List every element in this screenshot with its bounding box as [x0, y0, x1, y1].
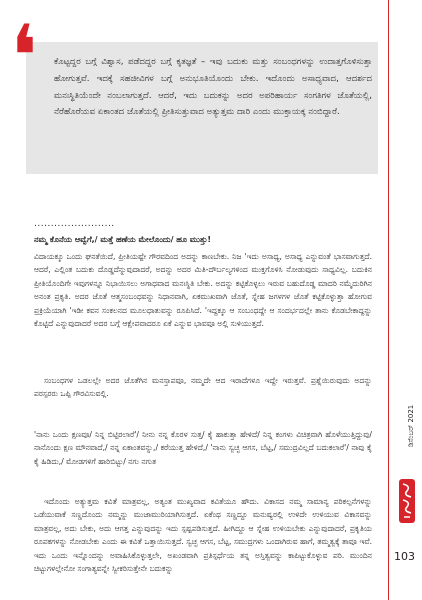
pull-quote-text: ಕೊಟ್ಟದ್ದರ ಬಗ್ಗೆ ವಿಶ್ವಾಸ, ಪಡೆದದ್ದರ ಬಗ್ಗೆ ಕೃತಜ್ಞತೆ – ಇವು ಬದುಕು ಮತ್ತು ಸಂಬಂಧಗಳನ್ನು ಉದಾತ್ತಗೊಳಿಸುತ್ತಾ ಹೋಗುತ್ತವೆ. ಇದಕ್ಕೆ ಸಹಜೀವಿಗಳ ಬಗ್ಗೆ ಅನುಭೂತಿಯೊಂದು ಬೇಕು. ಇದೊಂದು ಅಸಾಧ್ಯವಾದ, ಆದರ್ಶದ ಮನಃಸ್ಥಿತಿಯೆಂದೇ ನಂಬಲಾಗುತ್ತದೆ. ಆದರೆ, ಇದು ಬದುಕನ್ನು ಅದರ ಅಪರಿಹಾರ್ಯ ಸಂಗತಿಗಳ ಜೊತೆಯಲ್ಲಿ, ನೆರೆಹೊರೆಯವ ಏಕಾಂತದ ಜೊತೆಯಲ್ಲಿ ಪ್ರೀತಿಸುತ್ತುವಾದ ಅತ್ಯುತ್ತಮ ದಾರಿ ಎಂದು ಮುಕ್ತಾಯಕ್ಕ ನಂಬಿದ್ದಾರೆ.: [54, 57, 372, 118]
body-paragraph-1: ವಿದಾಯಕ್ಕೂ ಒಂದು ಘನತೆಯಿದೆ, ಪ್ರೀತಿಯಷ್ಟೇ ಗೌರವದಿಂದ ಅದನ್ನು ಕಾಣಬೇಕು. ನಿಜ 'ಇದು ಅಸಾಧ್ಯ, ಅಸಾಧ್ಯ ಎನ್ನುವಂತೆ ಭಾಸವಾಗುತ್ತದೆ. ಆದರೆ, ಎಲ್ಲಿಂತ ಬದುಕು ದೊಡ್ಡದೆನ್ನುವುದಾದರೆ, ಅದನ್ನು ಅದರ ಮಿತಿ-ದೌರ್ಬಲ್ಯಗಳಿಂದ ಮುಕ್ತಗೊಳಿಸಿ ನೋಡುವುದು ಸಾಧ್ಯವಿಲ್ಲ. ಬದುಕಿನ ಪ್ರೀತಿಯೊಂದಿಗೇ ಇವುಗಳನ್ನೂ ನಿಭಾಯಿಸಲು ಅಗಾಧವಾದ ಮನಃಸ್ಥಿತಿ ಬೇಕು. ಅದನ್ನು ಕಟ್ಟಿಕೊಳ್ಳಲು ಇರುವ ಬಹುದೊಡ್ಡ ಮಾದರಿ ನಮ್ಮೆದುರಿಗಿನ ಅನಂತ ಪ್ರಕೃತಿ. ಅದರ ಜೊತೆ ಆತ್ಮಸಂಬಂಧವನ್ನು ನಿಧಾನವಾಗಿ, ಏಕಮುಖವಾಗಿ ಜೊತೆ, ಸ್ನೇಹ ಜಗಳಗಳ ಜೊತೆ ಕಟ್ಟಿಕೊಳ್ಳುತ್ತಾ ಹೋಗುವ ಪ್ರಕ್ರಿಯೆಯಾಗಿ 'ಇಡೀ ಕವನ ಸಂಕಲನದ ಮೂಲಧಾತುವನ್ನು ರೂಪಿಸಿದೆ. 'ಇದ್ದಕ್ಕೂ ಆ ಸಂಬಂಧದ್ದೇ ಆ ಸಂದರ್ಭದಲ್ಲೇ ತಾನು ಕೊಡಬೇಕಾದ್ದನ್ನು ಕೊಟ್ಟಿದೆ ಎನ್ನುವುದಾದರೆ ಅದರ ಬಗ್ಗೆ ಆಕ್ಷೇಪವಾದರೂ ಏಕೆ ಎನ್ನುವ ಭಾವವೂ ಅಲ್ಲಿ ಸುಳಿಯುತ್ತದೆ.: [34, 252, 372, 329]
page-number: 103: [394, 550, 415, 563]
issue-date: ಡಿಸೆಂಬರ್ 2021: [407, 404, 415, 447]
quote-mark-icon: ❛: [10, 7, 38, 107]
body-paragraph-3: ಇದೊಂದು ಅತ್ಯುತ್ತಮ ಕವಿತೆ ಮಾತ್ರವಲ್ಲ, ಅತ್ಯಂತ ಮುಖ್ಯವಾದ ಕವಿತೆಯೂ ಹೌದು. ವಿಕಾಸದ ನಮ್ಮ ಸಾಮಾನ್ಯ ಪರಿಕಲ್ಪನೆಗಳನ್ನು ಒಡೆಯುವಾಕೆ ಸಣ್ಣದೊಂದು ನಮ್ಮನ್ನು ಮುಜಾಮುರಿಯಾಗಿಸುತ್ತದೆ. ಏಕೆಂಥ ಸಣ್ಣದ್ದೂ ಮನುಷ್ಯರಲ್ಲಿ ಉಳಿದೇ ಉಳಿಯುವ ವಿಕಾಸವನ್ನು ಮಾತ್ರವಲ್ಲ, ಅದು ಬೇಕು, ಅದು ಆಗತ್ತ ಎನ್ನುವುದನ್ನು ಇದು ಸ್ಪಷ್ಟಪಡಿಸುತ್ತದೆ. ಹೀಗಿದ್ದೂ ಆ ಸ್ನೇಹ ಉಳಿಯಬೇಕು ಎನ್ನುವುದಾದರೆ, ಪ್ರಕೃತಿಯ ರೂಪಕಗಳನ್ನು ನೋಡಬೇಕು ಎಂದು ಈ ಕವಿತೆ ಒತ್ತಾಯಿಸುತ್ತದೆ. ಸ್ವಚ್ಛ ಆಗಸ, ಬೆಟ್ಟ, ಸಮುದ್ರಗಳು ಒಂದಾಗಿರುವ ಹಾಗೆ, ತಮ್ಮತ್ವಕ್ಕೆ ತಾವೂ ಇವೆ. ಇದು ಒಂದು ಇನ್ನೊಂದನ್ನು ಅವಾಹಿಸಿಕೊಳ್ಳುತ್ತಲೇ, ಅಖಂಡವಾಗಿ ಪ್ರತಿಸ್ಪರ್ಧೆಯ ತನ್ನ ಅಸ್ತಿತ್ವವನ್ನು ಕಾಪಿಟ್ಟುಕೊಳ್ಳುವ ಪರಿ. ಮುಂದಿನ ಚಿಟ್ಟುಗಳಲ್ಲೇನೋ ಸಂಗಾತ್ಯವನ್ನೇ ಸ್ವೀಕರಿಸುತ್ತೇನೇ ಬದುಕನ್ನು: [34, 497, 372, 574]
section-separator: ........................: [34, 219, 115, 229]
poem-quotation: 'ನಾನು ಒಂದು ಕ್ಷಣವೂ/ ನಿನ್ನ ಬಿಟ್ಟಿರಲಾರೆ'/ ನೀನು ನನ್ನ ಕೊರಳ ಸುತ್ತ/ ಕೈ ಹಾಕುತ್ತಾ ಹೇಳಿದೆ/ ನಿನ್ನ ಕಂಗಳು ವಿಚಿತ್ರವಾಗಿ ಹೊಳೆಯುತ್ತಿದ್ದುವು/ ನಾನೊಂದು ಕ್ಷಣ ಮೌನವಾದೆ,/ ನನ್ನ ಏಕಾಂತವನ್ನು,/ ಕರೆಯುತ್ತ ಹೇಳಿದೆ,/ 'ನಾನು ಸ್ವಚ್ಛ ಆಗಸ, ಬೆಟ್ಟ,/ ಸಮುದ್ರವಿಲ್ಲದೆ ಬದುಕಲಾರೆ'/ ನಾವು ಕೈ ಕೈ ಹಿಡಿದು,/ ಮೋಡಗಳಿಗೆ ಹಾರಿಬಿಟ್ಟು/ ನಗು ನಗುತ: [34, 430, 372, 466]
margin-rule: [388, 0, 389, 600]
magazine-logo: [398, 478, 416, 524]
poem-heading: ನಮ್ಮ ಕೊನೆಯ ಆವ್ವೆಗೆ,/ ಮತ್ತೆ ಹಣೆಯ ಮೇಲೊಂದು/ ಹೂ ಮುತ್ತು!: [34, 235, 211, 244]
magazine-logo-icon: [398, 478, 416, 524]
pull-quote: [10, 7, 378, 174]
body-paragraph-2: ಸಂಬಂಧಗಳ ಒಡಲಲ್ಲೇ ಅದರ ಜೊತೆಗಿನ ಮನಸ್ತಾಪವೂ, ನಮ್ಮದೇ ಆದ ಇರಾದೆಗಳೂ ಇದ್ದೇ ಇರುತ್ತವೆ. ಪ್ರಶ್ನೆಯಿರುವುದು ಅದನ್ನು ಪರಸ್ಪರರು ಒಪ್ಪಿ ಗೌರವಿಸುವಲ್ಲಿ.: [34, 376, 372, 399]
